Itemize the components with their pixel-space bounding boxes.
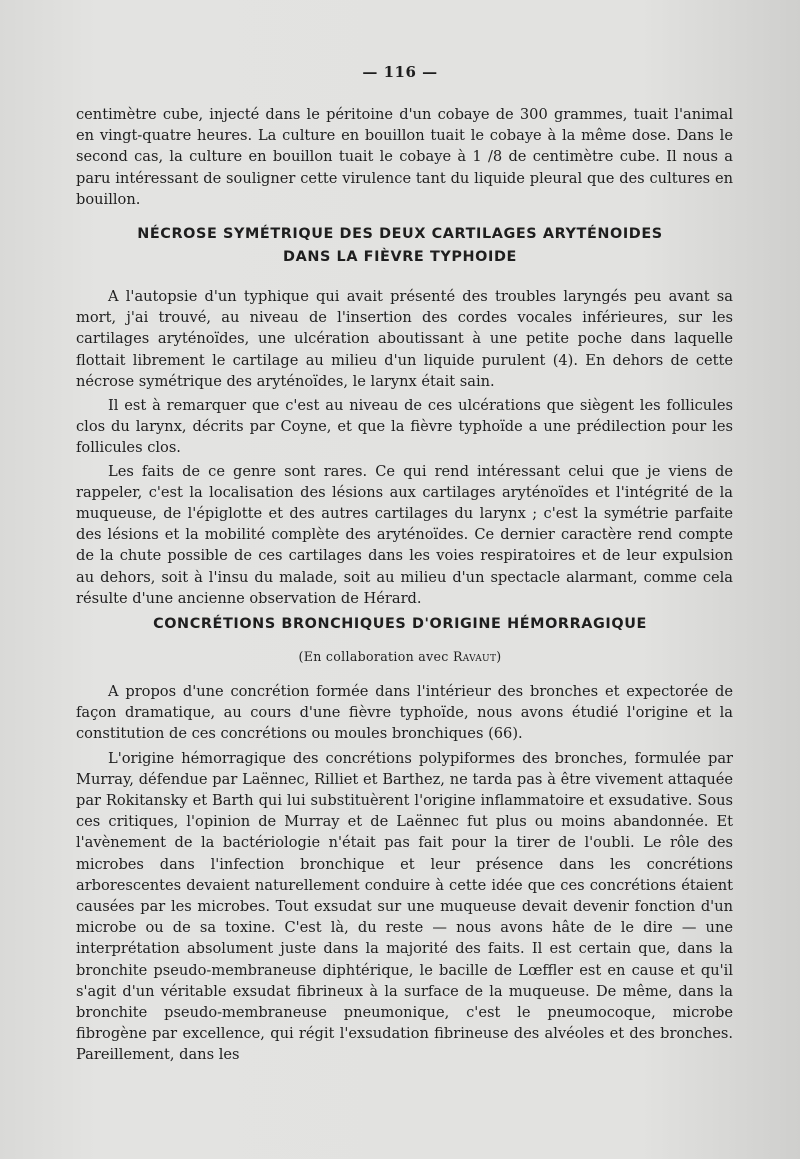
section2-subtitle — [0, 649, 800, 664]
section2-subtitle-suffix: ) — [496, 649, 502, 664]
section2-paragraph-1: A propos d'une concrétion formée dans l'intérieur des bronches et expectorée de façon dramatique, au cours d'une fièvre typhoïde, nous avons étudié l'origine et la constitution de ces concrétions ou moules bronchiques (66). — [76, 683, 733, 743]
section1-paragraph-2: Il est à remarquer que c'est au niveau de ces ulcérations que siègent les follicules clos du larynx, décrits par Coyne, et que la fièvre typhoïde a une prédilection pour les follicules clos. — [76, 397, 733, 457]
section1-title-line1: NÉCROSE SYMÉTRIQUE DES DEUX CARTILAGES ARYTÉNOIDES — [137, 226, 663, 242]
section1-title-line2: DANS LA FIÈVRE TYPHOIDE — [283, 249, 517, 265]
section1-title — [0, 223, 800, 269]
section2-title: CONCRÉTIONS BRONCHIQUES D'ORIGINE HÉMORRAGIQUE — [153, 616, 647, 632]
section2-subtitle-name: Ravaut — [452, 649, 497, 664]
page-number: — 116 — — [362, 63, 438, 81]
section2-subtitle-prefix: (En collaboration avec — [298, 649, 453, 664]
section1-body — [76, 286, 733, 609]
section2-body — [76, 681, 733, 1066]
section1-paragraph-3: Les faits de ce genre sont rares. Ce qui rend intéressant celui que je viens de rappeler, c'est la localisation des lésions aux cartilages aryténoïdes et l'intégrité de la muqueuse, de l'épiglotte et des autres cartilages du larynx ; c'est la symétrie parfaite des lésions et la mobilité complète des aryténoïdes. Ce dernier caractère rend compte de la chute possible de ces cartilages dans les voies respiratoires et de leur expulsion au dehors, soit à l'insu du malade, soit au milieu d'un spectacle alarmant, comme cela résulte d'une ancienne observation de Hérard. — [76, 462, 733, 607]
intro-paragraph: centimètre cube, injecté dans le péritoine d'un cobaye de 300 grammes, tuait l'animal en vingt-quatre heures. La culture en bouillon tuait le cobaye à la même dose. Dans le second cas, la culture en bouillon tuait le cobaye à 1 /8 de centimètre cube. Il nous a paru intéressant de souligner cette virulence tant du liquide pleural que des cultures en bouillon. — [76, 106, 733, 208]
intro-block — [76, 104, 733, 210]
section1-paragraph-1: A l'autopsie d'un typhique qui avait présenté des troubles laryngés peu avant sa mort, j'ai trouvé, au niveau de l'insertion des cordes vocales inférieures, sur les cartilages aryténoïdes, une ulcération aboutissant à une petite poche dans laquelle flottait librement le cartilage au milieu d'un liquide purulent (4). En dehors de cette nécrose symétrique des aryténoïdes, le larynx était sain. — [76, 288, 733, 390]
section2-paragraph-2: L'origine hémorragique des concrétions polypiformes des bronches, formulée par Murray, défendue par Laënnec, Rilliet et Barthez, ne tarda pas à être vivement attaquée par Rokitansky et Barth qui lui substituèrent l'origine inflammatoire et exsudative. Sous ces critiques, l'opinion de Murray et de Laënnec fut plus ou moins abandonnée. Et l'avènement de la bactériologie n'était pas fait pour la tirer de l'oubli. Le rôle des microbes dans l'infection bronchique et leur présence dans les concrétions arborescentes devaient naturellement conduire à cette idée que ces concrétions étaient causées par les microbes. Tout exsudat sur une muqueuse devait devenir fonction d'un microbe ou de sa toxine. C'est là, du reste — nous avons hâte de le dire — une interprétation absolument juste dans la majorité des faits. Il est certain que, dans la bronchite pseudo-membraneuse diphtérique, le bacille de Lœffler est en cause et qu'il s'agit d'un véritable exsudat fibrineux à la surface de la muqueuse. De même, dans la bronchite pseudo-membraneuse pneumonique, c'est le pneumocoque, microbe fibrogène par excellence, qui régit l'exsudation fibrineuse des alvéoles et des bronches. Pareillement, dans les — [76, 749, 733, 1064]
